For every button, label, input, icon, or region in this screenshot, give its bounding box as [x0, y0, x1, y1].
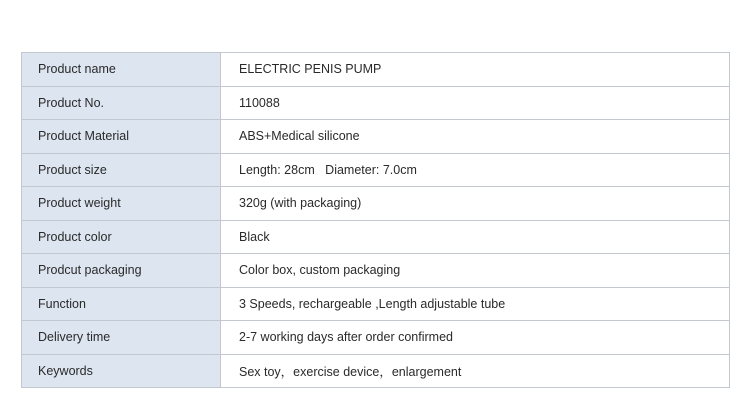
row-value: 320g (with packaging): [221, 187, 730, 221]
table-row: [22, 153, 730, 187]
row-label: Keywords: [22, 354, 221, 388]
table-row: [22, 354, 730, 388]
table-row: [22, 86, 730, 120]
table-row: [22, 287, 730, 321]
row-label: Product size: [22, 153, 221, 187]
row-value: Sex toy，exercise device，enlargement: [221, 354, 730, 388]
row-label: Prodcut packaging: [22, 254, 221, 288]
table-row: [22, 187, 730, 221]
row-label: Product weight: [22, 187, 221, 221]
row-label: Product color: [22, 220, 221, 254]
row-value: ELECTRIC PENIS PUMP: [221, 53, 730, 87]
row-value: 2-7 working days after order confirmed: [221, 321, 730, 355]
row-label: Delivery time: [22, 321, 221, 355]
row-label: Function: [22, 287, 221, 321]
row-value: 3 Speeds, rechargeable ,Length adjustable tube: [221, 287, 730, 321]
row-label: Product No.: [22, 86, 221, 120]
row-label: Product name: [22, 53, 221, 87]
row-label: Product Material: [22, 120, 221, 154]
row-value: ABS+Medical silicone: [221, 120, 730, 154]
table-row: [22, 254, 730, 288]
row-value: 110088: [221, 86, 730, 120]
table-row: [22, 53, 730, 87]
table-row: [22, 120, 730, 154]
table-row: [22, 220, 730, 254]
table-row: [22, 321, 730, 355]
row-value: Black: [221, 220, 730, 254]
row-value: Length: 28cm Diameter: 7.0cm: [221, 153, 730, 187]
row-value: Color box, custom packaging: [221, 254, 730, 288]
product-spec-table: [21, 52, 730, 388]
